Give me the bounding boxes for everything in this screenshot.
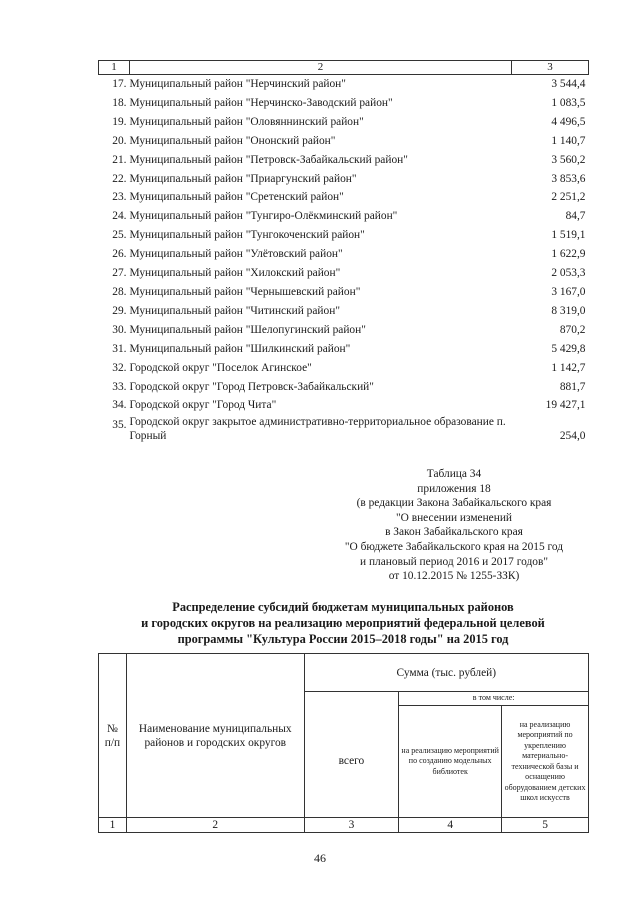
row-name: Муниципальный район "Нерчинско-Заводский район" (129, 96, 393, 109)
table-row (99, 283, 589, 302)
table-row (99, 226, 589, 245)
top-header-col2: 2 (130, 61, 512, 75)
table-row (99, 188, 589, 207)
row-value: 5 429,8 (551, 342, 586, 355)
row-value: 1 622,9 (551, 248, 586, 261)
caption-line: от 10.12.2015 № 1255-ЗЗК) (388, 570, 520, 583)
row-value: 2 053,3 (551, 267, 586, 280)
caption-line: в Закон Забайкальского края (385, 526, 523, 539)
row-number: 32. (112, 361, 127, 374)
row-name: Городской округ "Город Петровск-Забайкальский" (129, 380, 374, 393)
row-value: 881,7 (559, 380, 586, 393)
row-value: 8 319,0 (551, 304, 586, 317)
table-row (99, 415, 589, 443)
row-number: 33. (112, 380, 127, 393)
top-table-header (99, 61, 589, 75)
row-value: 254,0 (559, 430, 586, 443)
table-row (99, 302, 589, 321)
row-number: 20. (112, 134, 127, 147)
row-number: 23. (112, 191, 127, 204)
header-libraries: на реализацию мероприятий по созданию модельных библиотек (399, 706, 502, 818)
title-line: программы "Культура России 2015–2018 годы" на 2015 год (177, 632, 509, 646)
table-row (99, 113, 589, 132)
row-name: Муниципальный район "Нерчинский район" (129, 78, 346, 90)
row-value: 4 496,5 (551, 115, 586, 128)
title-line: Распределение субсидий бюджетам муниципальных районов (172, 600, 514, 614)
table-row (99, 245, 589, 264)
row-value: 1 140,7 (551, 134, 586, 147)
row-value: 3 560,2 (551, 153, 586, 166)
row-value: 2 251,2 (551, 191, 586, 204)
table-row (99, 207, 589, 226)
top-header-col3: 3 (512, 61, 589, 75)
row-number: 35. (112, 419, 127, 432)
row-name: Муниципальный район "Оловяннинский район" (129, 115, 364, 128)
row-name: Муниципальный район "Ононский район" (129, 134, 336, 147)
row-number: 31. (112, 342, 127, 355)
table-row (99, 151, 589, 170)
row-name: Муниципальный район "Шелопугинский район" (129, 323, 366, 336)
table-row (99, 340, 589, 359)
row-name: Муниципальный район "Чернышевский район" (129, 285, 361, 298)
row-value: 1 083,5 (551, 96, 586, 109)
row-number: 25. (112, 229, 127, 242)
title-line: и городских округов на реализацию мероприятий федеральной целевой (141, 616, 545, 630)
row-number: 19. (112, 115, 127, 128)
header-blank (304, 692, 399, 706)
row-number: 29. (112, 304, 127, 317)
numbering-cell: 4 (399, 818, 502, 833)
row-number: 21. (112, 153, 127, 166)
caption-line: Таблица 34 (426, 468, 482, 480)
row-name: Городской округ "Город Чита" (129, 399, 277, 412)
subsidy-table (98, 653, 589, 833)
row-number: 30. (112, 323, 127, 336)
row-number: 22. (112, 172, 127, 185)
header-including: в том числе: (399, 692, 589, 706)
row-number: 24. (112, 210, 127, 223)
table-row (99, 264, 589, 283)
numbering-cell: 3 (304, 818, 399, 833)
row-value: 1 519,1 (551, 229, 586, 242)
header-name: Наименование муниципальных районов и городских округов (126, 654, 304, 818)
caption-line: и плановый период 2016 и 2017 годов" (360, 555, 548, 568)
row-value: 1 142,7 (551, 361, 586, 374)
row-name: Городской округ закрытое административно-территориальное образование п. Горный (129, 416, 506, 443)
row-value: 3 544,4 (551, 78, 586, 90)
table-row (99, 132, 589, 151)
row-name: Муниципальный район "Читинский район" (129, 304, 340, 317)
row-value: 84,7 (565, 210, 586, 223)
row-value: 19 427,1 (545, 399, 586, 412)
page-number: 46 (314, 851, 326, 865)
row-name: Муниципальный район "Улётовский район" (129, 248, 343, 261)
row-name: Муниципальный район "Хилокский район" (129, 267, 341, 280)
row-name: Муниципальный район "Петровск-Забайкальский район" (129, 153, 408, 166)
numbering-cell: 1 (99, 818, 127, 833)
row-value: 870,2 (559, 323, 586, 336)
header-sum: Сумма (тыс. рублей) (304, 654, 588, 692)
table-row (99, 378, 589, 397)
row-name: Муниципальный район "Шилкинский район" (129, 342, 351, 355)
row-name: Муниципальный район "Сретенский район" (129, 191, 344, 204)
table-row (99, 321, 589, 340)
caption-line: приложения 18 (417, 482, 491, 495)
row-number: 28. (112, 285, 127, 298)
header-num: № п/п (99, 654, 127, 818)
top-table (98, 60, 589, 443)
section-title (98, 599, 588, 647)
header-total: всего (304, 706, 399, 818)
table-row (99, 170, 589, 189)
table-row (99, 359, 589, 378)
row-value: 3 167,0 (551, 285, 586, 298)
caption-line: (в редакции Закона Забайкальского края (356, 497, 552, 510)
caption-line: "О бюджете Забайкальского края на 2015 год (344, 540, 564, 553)
table-row (99, 94, 589, 113)
row-number: 34. (112, 399, 127, 412)
row-number: 26. (112, 248, 127, 261)
row-name: Муниципальный район "Приаргунский район" (129, 172, 357, 185)
row-number: 17. (112, 78, 127, 90)
top-header-col1: 1 (99, 61, 130, 75)
row-name: Городской округ "Поселок Агинское" (129, 361, 312, 374)
numbering-cell: 2 (126, 818, 304, 833)
header-schools: на реализацию мероприятий по укреплению материально-технической базы и оснащению оборудованием детских школ искусств (502, 706, 589, 818)
table-row (99, 75, 589, 94)
row-value: 3 853,6 (551, 172, 586, 185)
row-name: Муниципальный район "Тунгиро-Олёкминский район" (129, 210, 398, 223)
row-number: 18. (112, 96, 127, 109)
row-name: Муниципальный район "Тунгокоченский район" (129, 229, 365, 242)
numbering-cell: 5 (502, 818, 589, 833)
table-row (99, 396, 589, 415)
table-caption (310, 467, 598, 584)
row-number: 27. (112, 267, 127, 280)
caption-line: "О внесении изменений (395, 511, 513, 524)
